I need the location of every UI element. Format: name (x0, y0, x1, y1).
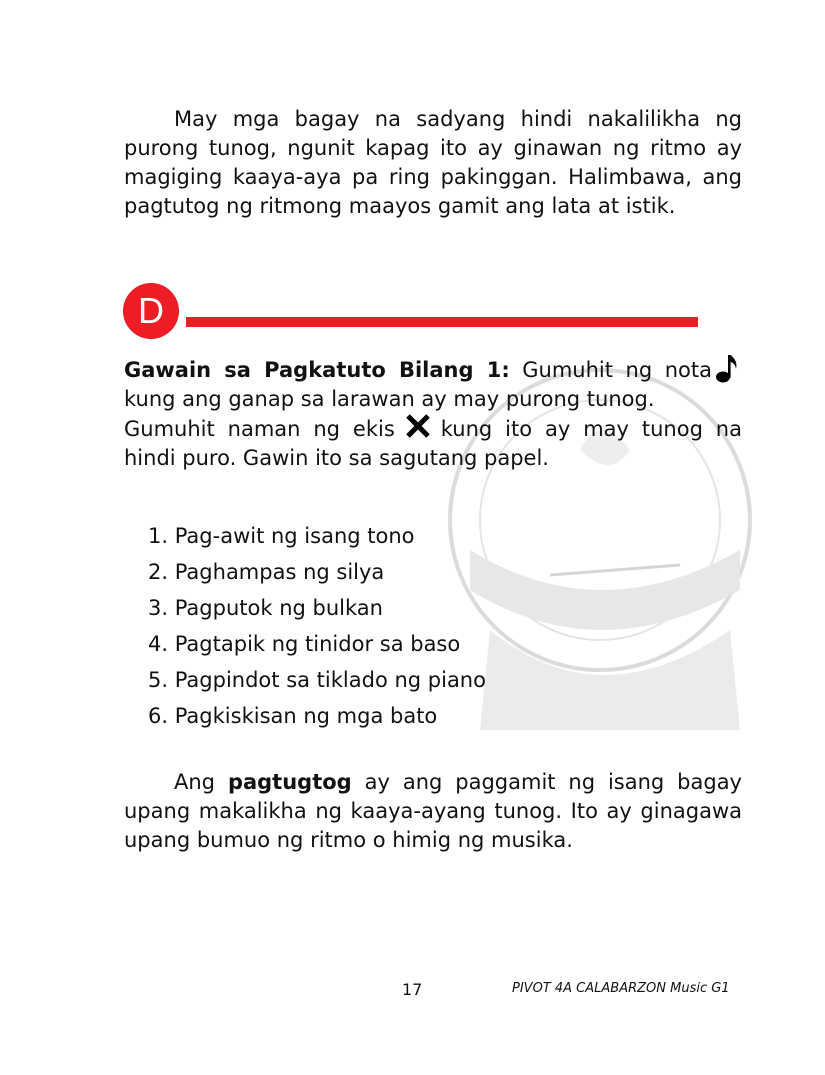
list-item: 6. Pagkiskisan ng mga bato (148, 704, 438, 728)
definition-after: ay ang paggamit ng isang bagay upang makalikha ng kaaya-ayang tunog. Ito ay ginagawa upang bumuo ng ritmo o himig ng musika. (124, 770, 742, 852)
activity-instruction-2 (124, 413, 742, 473)
intro-text: May mga bagay na sadyang hindi nakalilikha ng purong tunog, ngunit kapag ito ay ginawan ng ritmo ay magiging kaaya-aya pa ring pakinggan. Halimbawa, ang pagtutog ng ritmong maayos gamit ang lata at istik. (124, 107, 742, 218)
definition-paragraph (124, 768, 742, 855)
section-badge: D (123, 283, 179, 339)
activity-title: Gawain sa Pagkatuto Bilang 1: (124, 358, 510, 382)
activity-text-2b: kung ito ay may tunog na hindi puro. Gawin ito sa sagutang papel. (124, 417, 742, 470)
activity-text-1a: Gumuhit ng nota (522, 358, 712, 382)
definition-term: pagtugtog (227, 770, 352, 794)
activity-text-2a: Gumuhit naman ng ekis (124, 417, 395, 441)
section-header (123, 283, 703, 339)
list-item: 1. Pag-awit ng isang tono (148, 524, 415, 548)
footer-title: PIVOT 4A CALABARZON Music G1 (512, 981, 730, 996)
activity-text-1b: kung ang ganap sa larawan ay may purong tunog. (124, 387, 655, 411)
activity-instruction (124, 353, 742, 414)
definition-before: Ang (174, 770, 216, 794)
music-note-icon (716, 353, 738, 383)
intro-paragraph (124, 105, 742, 221)
list-item: 3. Pagputok ng bulkan (148, 596, 383, 620)
page-number: 17 (402, 980, 423, 999)
section-rule (186, 317, 698, 327)
cross-x-icon (405, 413, 431, 439)
list-item: 5. Pagpindot sa tiklado ng piano (148, 668, 486, 692)
list-item: 4. Pagtapik ng tinidor sa baso (148, 632, 461, 656)
task-list (148, 521, 486, 737)
list-item: 2. Paghampas ng silya (148, 560, 385, 584)
